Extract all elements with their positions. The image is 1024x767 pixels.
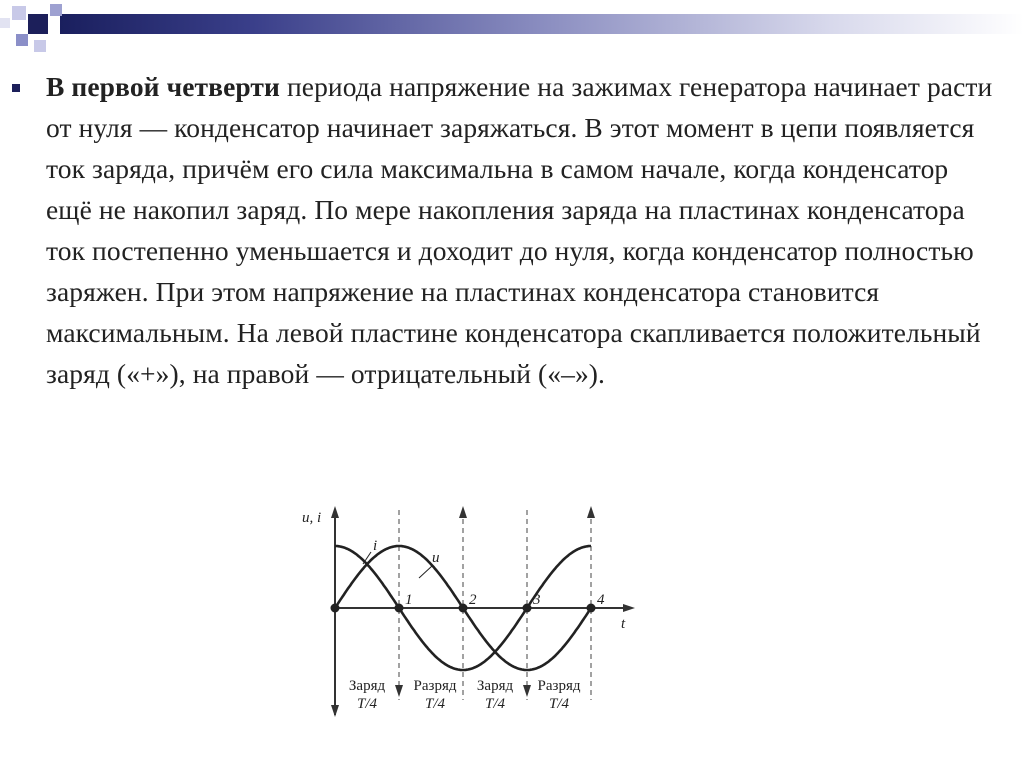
x-axis-label: t <box>621 616 626 632</box>
bold-lead: В первой четверти <box>46 71 280 102</box>
deco-square <box>16 34 28 46</box>
x-tick-label: 3 <box>533 592 541 608</box>
interval-duration: T/4 <box>424 696 446 712</box>
y-axis-arrow-up <box>331 506 339 518</box>
x-tick-label: 4 <box>597 592 605 608</box>
x-axis-arrow <box>623 604 635 612</box>
bullet-marker <box>12 84 20 92</box>
axis-dot <box>395 604 404 613</box>
leader-line <box>419 566 432 578</box>
guide-arrow-down <box>523 685 531 697</box>
paragraph-text: периода напряжение на зажимах генератора начинает расти от нуля — конденсатор начинает заряжаться. В этот момент в цепи появляется ток заряда, причём его сила максимальна в самом начале, когда конденсатор ещё не накопил заряд. По мере накопления заряда на пластинах конденсатора ток постепенно уменьшается и доходит до нуля, когда конденсатор полностью заряжен. При этом напряжение на пластинах конденсатора становится максимальным. На левой пластине конденсатора скапливается положительный заряд («+»), на правой — отрицательный («–»). <box>46 71 993 389</box>
axis-dot <box>523 604 532 613</box>
interval-duration: T/4 <box>356 696 378 712</box>
axis-dot <box>459 604 468 613</box>
interval-label: Заряд <box>476 678 514 694</box>
interval-label: Разряд <box>413 678 457 694</box>
slide-paragraph <box>46 66 996 394</box>
x-tick-label: 1 <box>405 592 413 608</box>
interval-label: Заряд <box>348 678 386 694</box>
deco-square <box>50 4 62 16</box>
deco-square <box>28 14 48 34</box>
series-label-i: i <box>373 538 378 554</box>
y-axis-arrow-down <box>331 705 339 717</box>
slide-decoration <box>0 0 1024 70</box>
series-label-u: u <box>432 550 440 566</box>
deco-square <box>34 40 46 52</box>
interval-duration: T/4 <box>484 696 506 712</box>
axis-dot <box>587 604 596 613</box>
deco-square <box>12 6 26 20</box>
y-axis-label: u, i <box>302 510 322 526</box>
guide-arrow-up <box>459 506 467 518</box>
title-gradient-bar <box>60 14 1024 34</box>
interval-label: Разряд <box>537 678 581 694</box>
guide-arrow-down <box>395 685 403 697</box>
wave-chart <box>290 500 650 730</box>
axis-dot <box>331 604 340 613</box>
deco-square <box>0 18 10 28</box>
interval-duration: T/4 <box>548 696 570 712</box>
guide-arrow-up <box>587 506 595 518</box>
x-tick-label: 2 <box>469 592 477 608</box>
